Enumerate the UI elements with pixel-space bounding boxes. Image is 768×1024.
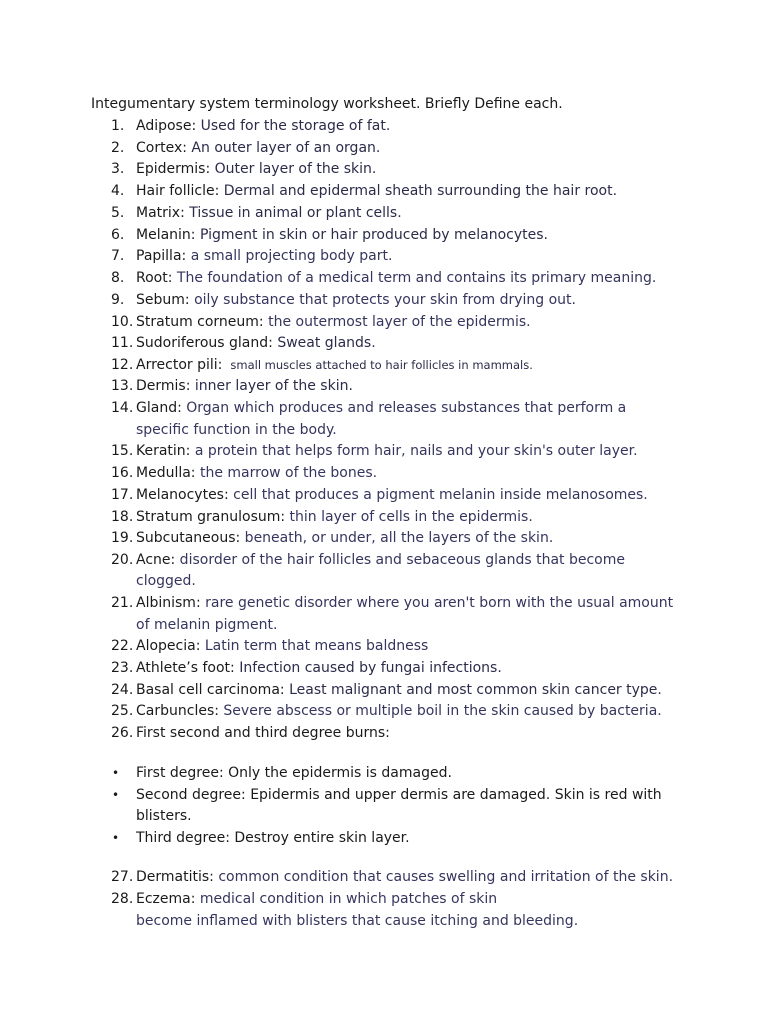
- item-number: 6.: [111, 227, 125, 243]
- bullet-icon: •: [112, 766, 120, 780]
- item-definition-continued: clogged.: [136, 573, 196, 589]
- item-term: Epidermis:: [136, 161, 211, 177]
- item-term: Sebum:: [136, 292, 190, 308]
- item-definition-continued: of melanin pigment.: [136, 617, 278, 633]
- item-definition: Tissue in animal or plant cells.: [184, 205, 402, 221]
- item-definition: Used for the storage of fat.: [196, 118, 391, 134]
- item-number: 12.: [111, 357, 134, 373]
- worksheet-title: Integumentary system terminology worksheet. Briefly Define each.: [91, 96, 563, 112]
- item-definition: Severe abscess or multiple boil in the skin caused by bacteria.: [218, 703, 662, 719]
- item-number: 2.: [111, 140, 125, 156]
- item-number: 16.: [111, 465, 134, 481]
- item-definition: inner layer of the skin.: [190, 378, 353, 394]
- item-term: Eczema:: [136, 891, 196, 907]
- item-term: Subcutaneous:: [136, 530, 241, 546]
- item-number: 24.: [111, 682, 134, 698]
- item-term: Root:: [136, 270, 173, 286]
- item-number: 27.: [111, 869, 134, 885]
- item-term: Matrix:: [136, 205, 185, 221]
- item-term: Gland:: [136, 400, 182, 416]
- item-definition: Organ which produces and releases substances that perform a: [181, 400, 627, 416]
- item-term: Stratum granulosum:: [136, 509, 286, 525]
- item-term: Papilla:: [136, 248, 187, 264]
- item-number: 21.: [111, 595, 134, 611]
- bullet-text: Second degree: Epidermis and upper dermis are damaged. Skin is red with: [136, 787, 662, 803]
- item-number: 8.: [111, 270, 125, 286]
- item-definition: rare genetic disorder where you aren't born with the usual amount: [200, 595, 674, 611]
- item-definition-continued: become inflamed with blisters that cause itching and bleeding.: [136, 913, 579, 929]
- item-term: Arrector pili:: [136, 357, 223, 373]
- item-definition: the outermost layer of the epidermis.: [263, 314, 531, 330]
- item-term: Medulla:: [136, 465, 196, 481]
- item-term: Albinism:: [136, 595, 201, 611]
- item-definition: Sweat glands.: [272, 335, 376, 351]
- item-number: 17.: [111, 487, 134, 503]
- item-number: 28.: [111, 891, 134, 907]
- bullet-icon: •: [112, 831, 120, 845]
- item-definition: the marrow of the bones.: [195, 465, 378, 481]
- item-definition: Dermal and epidermal sheath surrounding the hair root.: [219, 183, 618, 199]
- item-number: 26.: [111, 725, 134, 741]
- item-number: 11.: [111, 335, 134, 351]
- item-definition: Latin term that means baldness: [200, 638, 429, 654]
- item-definition: oily substance that protects your skin from drying out.: [189, 292, 576, 308]
- item-definition: Pigment in skin or hair produced by melanocytes.: [195, 227, 549, 243]
- item-definition: a small projecting body part.: [186, 248, 393, 264]
- bullet-icon: •: [112, 788, 120, 802]
- item-number: 20.: [111, 552, 134, 568]
- bullet-text: Third degree: Destroy entire skin layer.: [136, 830, 410, 846]
- item-definition: small muscles attached to hair follicles in mammals.: [230, 358, 533, 372]
- item-number: 19.: [111, 530, 134, 546]
- item-definition: The foundation of a medical term and contains its primary meaning.: [172, 270, 657, 286]
- item-term: Acne:: [136, 552, 176, 568]
- item-definition: An outer layer of an organ.: [186, 140, 381, 156]
- item-number: 9.: [111, 292, 125, 308]
- item-number: 18.: [111, 509, 134, 525]
- item-definition: Infection caused by fungai infections.: [234, 660, 502, 676]
- item-term: First second and third degree burns:: [136, 725, 390, 741]
- item-definition: medical condition in which patches of skin: [195, 891, 498, 907]
- item-term: Melanocytes:: [136, 487, 229, 503]
- item-number: 15.: [111, 443, 134, 459]
- bullet-text-continued: blisters.: [136, 808, 192, 824]
- item-number: 22.: [111, 638, 134, 654]
- item-definition: common condition that causes swelling and irritation of the skin.: [213, 869, 674, 885]
- item-term: Melanin:: [136, 227, 196, 243]
- item-number: 7.: [111, 248, 125, 264]
- item-number: 14.: [111, 400, 134, 416]
- item-definition: thin layer of cells in the epidermis.: [285, 509, 533, 525]
- item-term: Dermatitis:: [136, 869, 214, 885]
- item-number: 25.: [111, 703, 134, 719]
- item-definition: Outer layer of the skin.: [210, 161, 377, 177]
- item-term: Adipose:: [136, 118, 197, 134]
- item-number: 5.: [111, 205, 125, 221]
- item-term: Basal cell carcinoma:: [136, 682, 285, 698]
- item-term: Keratin:: [136, 443, 191, 459]
- item-definition: beneath, or under, all the layers of the skin.: [240, 530, 554, 546]
- item-number: 10.: [111, 314, 134, 330]
- item-term: Carbuncles:: [136, 703, 219, 719]
- item-definition-continued: specific function in the body.: [136, 422, 337, 438]
- item-term: Dermis:: [136, 378, 191, 394]
- bullet-text: First degree: Only the epidermis is damaged.: [136, 765, 452, 781]
- item-term: Sudoriferous gland:: [136, 335, 273, 351]
- item-term: Alopecia:: [136, 638, 201, 654]
- item-number: 13.: [111, 378, 134, 394]
- item-definition: cell that produces a pigment melanin inside melanosomes.: [228, 487, 648, 503]
- item-term: Stratum corneum:: [136, 314, 264, 330]
- item-definition: a protein that helps form hair, nails and your skin's outer layer.: [190, 443, 638, 459]
- item-number: 23.: [111, 660, 134, 676]
- item-number: 3.: [111, 161, 125, 177]
- item-term: Athlete’s foot:: [136, 660, 235, 676]
- item-term: Cortex:: [136, 140, 187, 156]
- item-definition: disorder of the hair follicles and sebaceous glands that become: [175, 552, 625, 568]
- item-number: 1.: [111, 118, 125, 134]
- item-term: Hair follicle:: [136, 183, 220, 199]
- item-number: 4.: [111, 183, 125, 199]
- item-definition: Least malignant and most common skin cancer type.: [284, 682, 662, 698]
